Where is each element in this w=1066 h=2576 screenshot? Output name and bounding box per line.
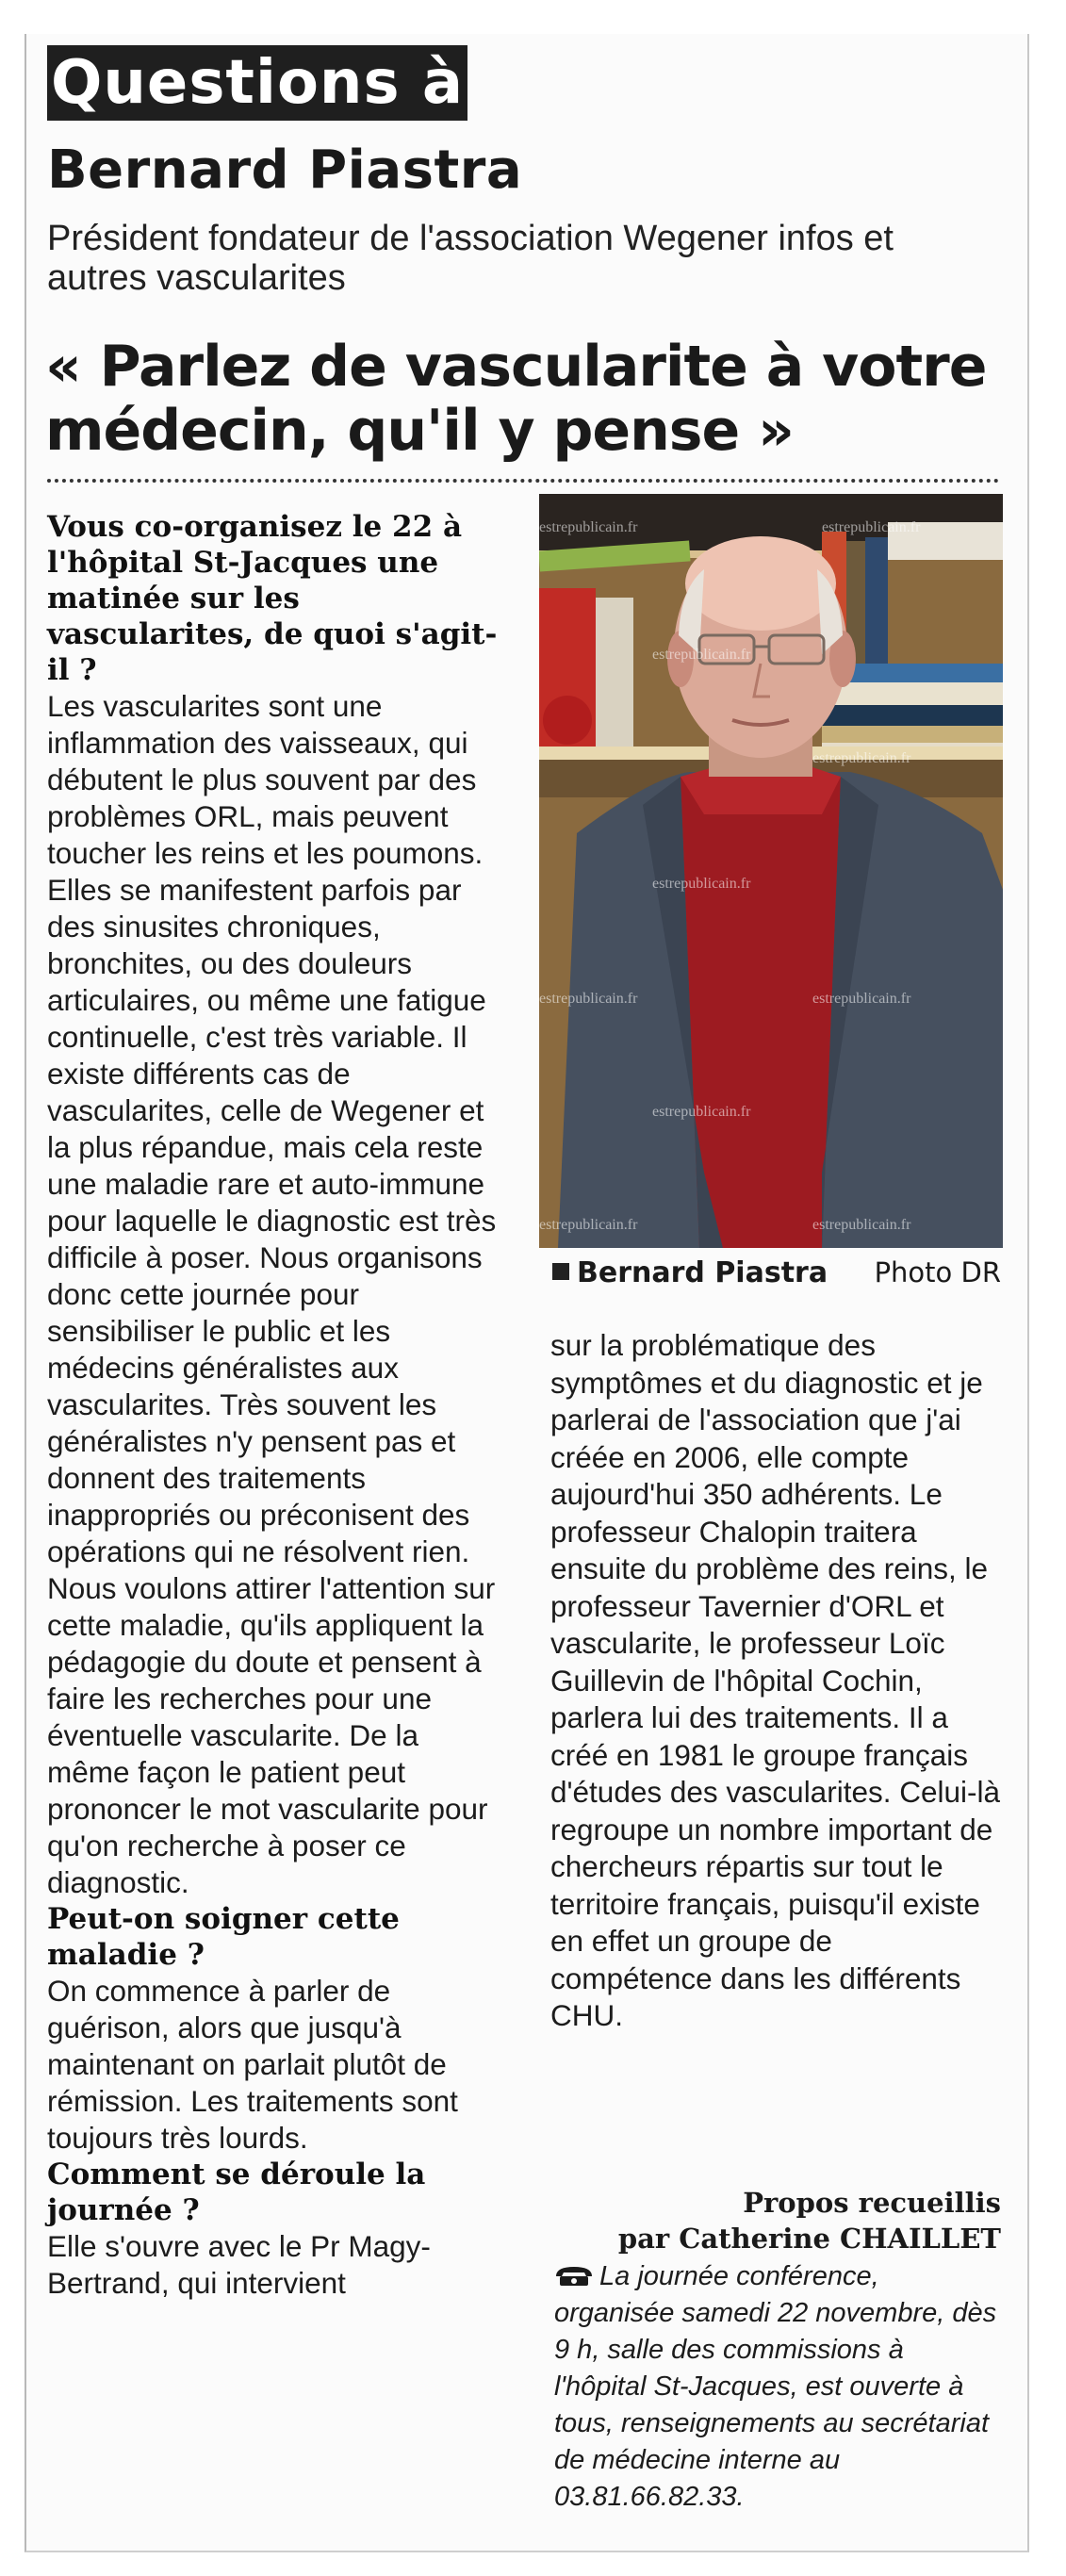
watermark-text: estrepublicain.fr (652, 647, 751, 663)
caption-square-icon (552, 1263, 569, 1280)
watermark-text: estrepublicain.fr (652, 876, 751, 892)
portrait-photo (539, 494, 1003, 1248)
photo-caption (552, 1256, 1001, 1289)
caption-name: Bernard Piastra (577, 1256, 828, 1289)
watermark-text: estrepublicain.fr (539, 1217, 638, 1233)
watermark-text: estrepublicain.fr (812, 991, 911, 1007)
interviewee-role: Président fondateur de l'association Wegener infos et autres vascularites (47, 219, 894, 298)
answer-3-continued: sur la problématique des symptômes et du diagnostic et je parlerai de l'association que j'ai créée en 2006, elle compte aujourd'hui 350 adhérents. Le professeur Chalopin traitera ensuite du problème des reins, le professeur Tavernier d'ORL et vascularite, le professeur Loïc Guillevin de l'hôpital Cochin, parlera lui des traitements. Il a créé en 1981 le groupe français d'études des vascularites. Celui-là regroupe un nombre important de chercheurs répartis sur tout le territoire français, puisqu'il existe en effet un groupe de compétence dans les différents CHU. (550, 1328, 1001, 2032)
answer-2: On commence à parler de guérison, alors que jusqu'à maintenant on parlait plutôt de rémission. Les traitements sont toujours très lourds. (47, 1974, 458, 2155)
question-3: Comment se déroule la journée ? (47, 2158, 426, 2227)
portrait-illustration (539, 494, 1003, 1248)
interviewee-name: Bernard Piastra (47, 139, 523, 201)
left-column (47, 509, 504, 2302)
photo-credit: Photo DR (874, 1256, 1001, 1288)
watermark-text: estrepublicain.fr (539, 991, 638, 1007)
byline-line-2: par Catherine CHAILLET (617, 2223, 1001, 2255)
byline-line-1: Propos recueillis (743, 2187, 1001, 2219)
dotted-divider (47, 479, 999, 483)
watermark-text: estrepublicain.fr (652, 1104, 751, 1120)
article-headline: « Parlez de vascularite à votre médecin, qu'il y pense » (45, 334, 987, 464)
question-2: Peut-on soigner cette maladie ? (47, 1902, 400, 1972)
event-info (554, 2258, 1003, 2516)
section-kicker: Questions à (47, 45, 467, 121)
watermark-text: estrepublicain.fr (812, 1217, 911, 1233)
watermark-text: estrepublicain.fr (812, 750, 911, 766)
phone-icon (554, 2263, 594, 2288)
right-column (550, 1327, 1001, 2035)
answer-3: Elle s'ouvre avec le Pr Magy-Bertrand, qui intervient (47, 2229, 431, 2300)
watermark-text: estrepublicain.fr (822, 519, 921, 535)
event-info-text: La journée conférence, organisée samedi 22 novembre, dès 9 h, salle des commissions à l'hôpital St-Jacques, est ouverte à tous, renseignements au secrétariat de médecine interne au 03.81.66.82.33. (554, 2261, 997, 2512)
byline (550, 2185, 1001, 2256)
question-1: Vous co-organisez le 22 à l'hôpital St-Jacques une matinée sur les vascularites, de quoi s'agit-il ? (47, 510, 498, 687)
watermark-text: estrepublicain.fr (539, 519, 638, 535)
answer-1: Les vascularites sont une inflammation des vaisseaux, qui débutent le plus souvent par des problèmes ORL, mais peuvent toucher les reins et les poumons. Elles se manifestent parfois par des sinusites chroniques, bronchites, ou des douleurs articulaires, ou même une fatigue continuelle, c'est très variable. Il existe différents cas de vascularites, celle de Wegener et la plus répandue, mais cela reste une maladie rare et auto-immune pour laquelle le diagnostic est très difficile à poser. Nous organisons donc cette journée pour sensibiliser le public et les médecins généralistes aux vascularites. Très souvent les généralistes n'y pensent pas et donnent des traitements inappropriés ou préconisent des opérations qui ne résolvent rien. Nous voulons attirer l'attention sur cette maladie, qu'ils appliquent la pédagogie du doute et pensent à faire les recherches pour une éventuelle vascularite. De la même façon le patient peut prononcer le mot vascularite pour qu'on recherche à poser ce diagnostic. (47, 689, 497, 1899)
